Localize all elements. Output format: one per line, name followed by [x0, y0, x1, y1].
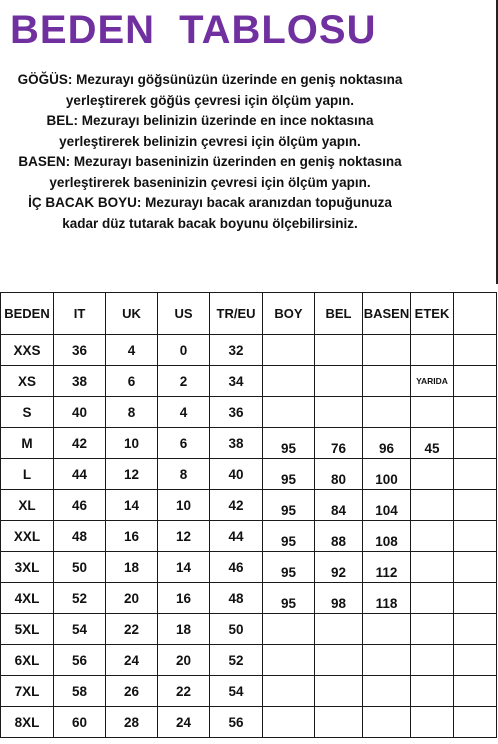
instruction-line: GÖĞÜS: Mezurayı göğsünüzün üzerinde en geniş noktasına [17, 72, 403, 87]
table-cell: 4 [158, 397, 210, 428]
table-cell [363, 397, 411, 428]
column-header: UK [106, 293, 158, 335]
table-cell: 95 [263, 428, 315, 459]
instruction-line: İÇ BACAK BOYU: Mezurayı bacak aranızdan topuğunuza [28, 195, 392, 210]
table-cell: 118 [363, 583, 411, 614]
table-cell [363, 614, 411, 645]
table-cell: 6 [106, 366, 158, 397]
table-cell: 52 [54, 583, 106, 614]
table-cell: 95 [263, 459, 315, 490]
column-header: IT [54, 293, 106, 335]
table-cell: 22 [106, 614, 158, 645]
table-cell [411, 521, 454, 552]
table-cell: 50 [210, 614, 263, 645]
table-cell [263, 335, 315, 366]
table-cell: 44 [54, 459, 106, 490]
column-header [454, 293, 497, 335]
table-cell: 104 [363, 490, 411, 521]
table-cell [454, 459, 497, 490]
table-cell: 32 [210, 335, 263, 366]
table-cell: 42 [210, 490, 263, 521]
table-cell [363, 676, 411, 707]
table-cell [411, 676, 454, 707]
table-cell: 10 [106, 428, 158, 459]
table-cell: 16 [106, 521, 158, 552]
instruction-line: yerleştirerek belinizin çevresi için ölçüm yapın. [59, 133, 361, 149]
table-cell [363, 335, 411, 366]
table-cell: 3XL [1, 552, 54, 583]
table-cell: 24 [106, 645, 158, 676]
table-cell: 36 [210, 397, 263, 428]
instruction-line: kadar düz tutarak bacak boyunu ölçebilirsiniz. [62, 215, 358, 231]
column-header: TR/EU [210, 293, 263, 335]
table-cell: 88 [315, 521, 363, 552]
size-table [0, 292, 497, 738]
table-cell: L [1, 459, 54, 490]
table-row [1, 521, 497, 552]
table-cell: 5XL [1, 614, 54, 645]
measurement-instructions [0, 70, 420, 234]
table-row [1, 490, 497, 521]
table-cell: 95 [263, 552, 315, 583]
instruction-line: yerleştirerek baseninizin çevresi için ölçüm yapın. [49, 174, 371, 190]
table-cell: 96 [363, 428, 411, 459]
table-cell [411, 459, 454, 490]
table-cell: 8 [158, 459, 210, 490]
table-cell: 56 [210, 707, 263, 738]
table-cell [454, 366, 497, 397]
table-row [1, 614, 497, 645]
table-cell [454, 335, 497, 366]
table-cell: 0 [158, 335, 210, 366]
table-cell: 4 [106, 335, 158, 366]
table-cell [454, 676, 497, 707]
table-cell: 22 [158, 676, 210, 707]
column-header: BEL [315, 293, 363, 335]
table-cell: 12 [158, 521, 210, 552]
table-cell: 84 [315, 490, 363, 521]
table-cell: 45 [411, 428, 454, 459]
table-cell: 8 [106, 397, 158, 428]
table-cell [454, 583, 497, 614]
table-cell: 40 [210, 459, 263, 490]
table-cell [315, 645, 363, 676]
table-cell [263, 676, 315, 707]
table-cell [454, 645, 497, 676]
table-cell: 80 [315, 459, 363, 490]
table-cell [411, 490, 454, 521]
table-cell [454, 490, 497, 521]
table-cell: 58 [54, 676, 106, 707]
table-row [1, 397, 497, 428]
table-cell: 50 [54, 552, 106, 583]
table-cell: 16 [158, 583, 210, 614]
table-row [1, 552, 497, 583]
table-cell: 4XL [1, 583, 54, 614]
table-cell: 98 [315, 583, 363, 614]
column-header: ETEK [411, 293, 454, 335]
table-cell: 12 [106, 459, 158, 490]
table-cell: 42 [54, 428, 106, 459]
table-row [1, 335, 497, 366]
table-cell: XXL [1, 521, 54, 552]
instruction-line: BEL: Mezurayı belinizin üzerinde en ince noktasına [46, 113, 374, 128]
table-cell [315, 335, 363, 366]
table-row [1, 459, 497, 490]
table-row [1, 428, 497, 459]
table-cell: XL [1, 490, 54, 521]
table-cell: 7XL [1, 676, 54, 707]
column-header: BEDEN [1, 293, 54, 335]
table-cell [263, 614, 315, 645]
table-cell: 100 [363, 459, 411, 490]
table-cell: 60 [54, 707, 106, 738]
table-cell [363, 645, 411, 676]
table-cell: 14 [158, 552, 210, 583]
table-cell [454, 552, 497, 583]
table-cell [315, 397, 363, 428]
table-cell: 54 [210, 676, 263, 707]
table-cell [315, 614, 363, 645]
table-cell: 24 [158, 707, 210, 738]
column-header: BASEN [363, 293, 411, 335]
table-cell: S [1, 397, 54, 428]
table-cell: 6XL [1, 645, 54, 676]
table-cell: 40 [54, 397, 106, 428]
page-title: BEDEN TABLOSU [10, 8, 377, 52]
table-cell: 92 [315, 552, 363, 583]
table-cell [454, 428, 497, 459]
table-cell: M [1, 428, 54, 459]
table-cell: YARIDA [411, 366, 454, 397]
table-cell: 18 [158, 614, 210, 645]
table-cell [315, 707, 363, 738]
table-cell: 10 [158, 490, 210, 521]
table-cell [263, 707, 315, 738]
table-cell: 20 [106, 583, 158, 614]
table-cell [411, 397, 454, 428]
table-cell: 48 [54, 521, 106, 552]
table-cell [411, 583, 454, 614]
column-header: US [158, 293, 210, 335]
table-cell: 44 [210, 521, 263, 552]
table-cell [411, 614, 454, 645]
table-cell [263, 397, 315, 428]
table-cell [454, 521, 497, 552]
table-cell: 36 [54, 335, 106, 366]
instruction-line: BASEN: Mezurayı baseninizin üzerinden en geniş noktasına [18, 154, 402, 169]
instruction-line: yerleştirerek göğüs çevresi için ölçüm yapın. [65, 92, 355, 108]
table-cell: 46 [54, 490, 106, 521]
table-cell: 2 [158, 366, 210, 397]
table-cell: 26 [106, 676, 158, 707]
table-cell [315, 366, 363, 397]
table-cell: 95 [263, 521, 315, 552]
table-cell [363, 366, 411, 397]
table-cell: 34 [210, 366, 263, 397]
table-row [1, 676, 497, 707]
table-cell [263, 366, 315, 397]
table-cell [454, 614, 497, 645]
table-cell: 76 [315, 428, 363, 459]
table-cell [411, 335, 454, 366]
table-cell [411, 645, 454, 676]
table-cell: 38 [54, 366, 106, 397]
table-cell: XS [1, 366, 54, 397]
table-cell: 48 [210, 583, 263, 614]
table-cell: 54 [54, 614, 106, 645]
table-row [1, 707, 497, 738]
table-cell: 28 [106, 707, 158, 738]
table-cell: 108 [363, 521, 411, 552]
table-cell: 8XL [1, 707, 54, 738]
table-cell: 95 [263, 490, 315, 521]
table-cell: 46 [210, 552, 263, 583]
table-cell [363, 707, 411, 738]
table-cell [315, 676, 363, 707]
table-cell [411, 552, 454, 583]
table-cell: 14 [106, 490, 158, 521]
table-row [1, 645, 497, 676]
table-cell [411, 707, 454, 738]
table-cell [263, 645, 315, 676]
table-cell: 95 [263, 583, 315, 614]
table-cell: 52 [210, 645, 263, 676]
table-cell: 56 [54, 645, 106, 676]
table-row [1, 366, 497, 397]
table-cell: 20 [158, 645, 210, 676]
table-cell [454, 707, 497, 738]
table-cell: 6 [158, 428, 210, 459]
table-header-row [1, 293, 497, 335]
table-row [1, 583, 497, 614]
table-cell [454, 397, 497, 428]
table-cell: 38 [210, 428, 263, 459]
table-cell: 18 [106, 552, 158, 583]
table-cell: XXS [1, 335, 54, 366]
table-cell: 112 [363, 552, 411, 583]
column-header: BOY [263, 293, 315, 335]
